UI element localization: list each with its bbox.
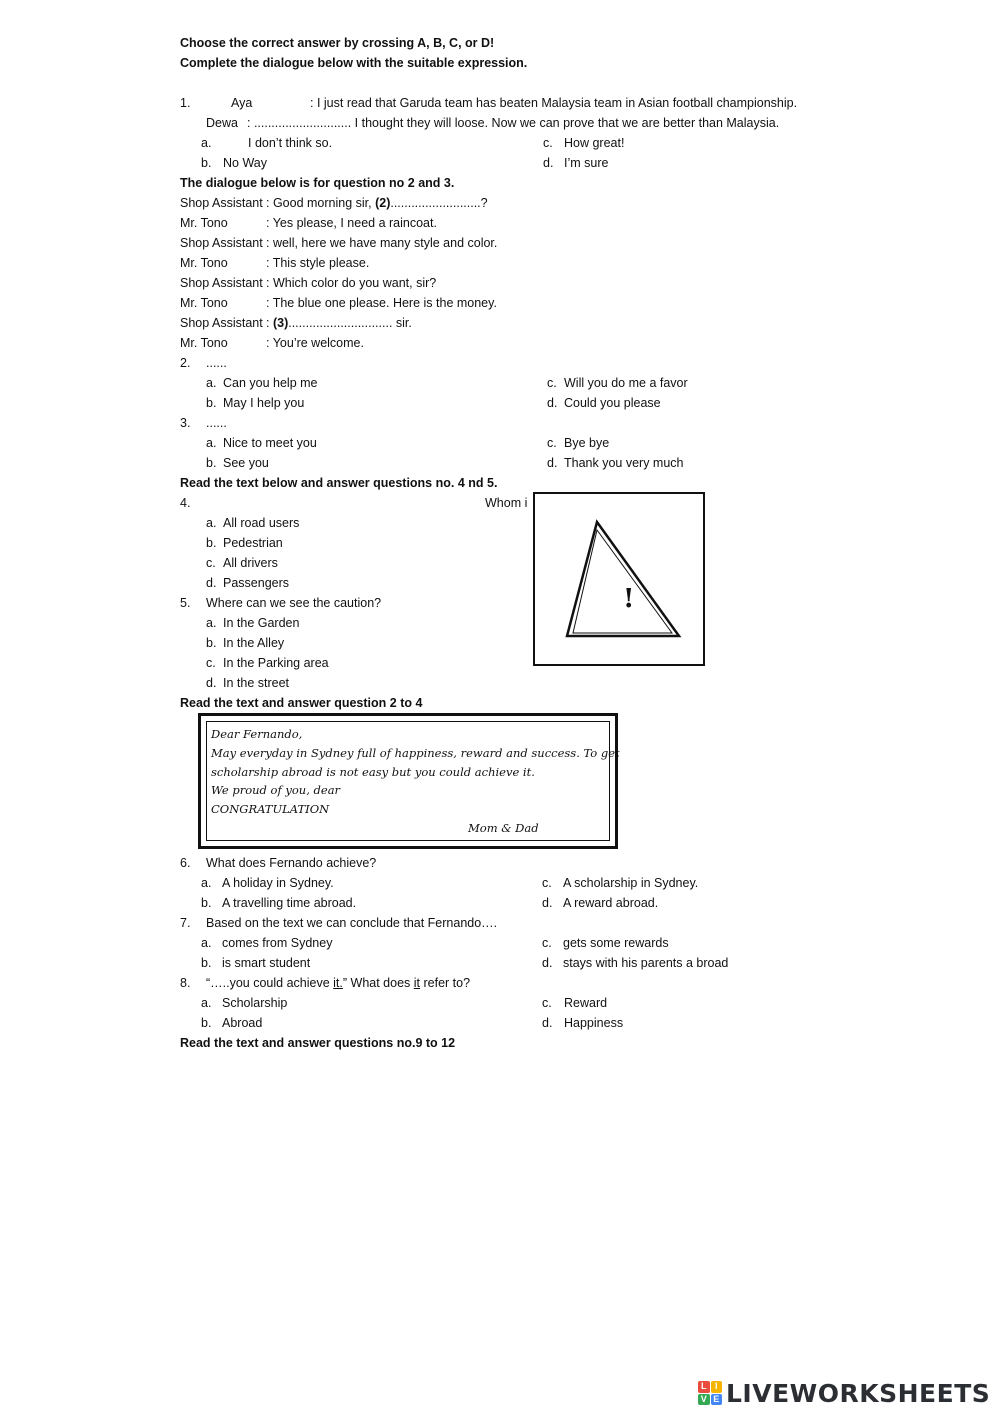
liveworksheets-logo <box>698 1378 990 1408</box>
q5-option-a-letter[interactable]: a. <box>206 616 217 630</box>
caution-mark: ! <box>623 584 635 614</box>
q2-option-a-letter[interactable]: a. <box>206 376 217 390</box>
q3-option-c-letter[interactable]: c. <box>547 436 557 450</box>
q5-option-d-letter[interactable]: d. <box>206 676 217 690</box>
q8-option-b-letter[interactable]: b. <box>201 1016 212 1030</box>
q8-option-d-letter[interactable]: d. <box>542 1016 553 1030</box>
q4-option-a-letter[interactable]: a. <box>206 516 217 530</box>
caution-sign-frame <box>533 492 705 666</box>
q1-option-b-letter[interactable]: b. <box>201 156 212 170</box>
liveworksheets-logo-icon: L I V E <box>698 1381 722 1405</box>
q6-number: 6. <box>180 856 191 870</box>
q4-option-b-letter[interactable]: b. <box>206 536 217 550</box>
q8-option-d[interactable]: Happiness <box>564 1016 624 1030</box>
q7-option-d[interactable]: stays with his parents a broad <box>563 956 729 970</box>
section-9-12-heading: Read the text and answer questions no.9 to 12 <box>180 1036 456 1050</box>
q5-option-c[interactable]: In the Parking area <box>223 656 329 670</box>
dialogue-line: : The blue one please. Here is the money. <box>266 296 497 310</box>
letter-signature: Mom & Dad <box>468 821 539 835</box>
q6-option-b[interactable]: A travelling time abroad. <box>222 896 357 910</box>
dialogue-line: : (3).............................. sir. <box>266 316 412 330</box>
instruction-line-2: Complete the dialogue below with the suitable expression. <box>180 56 528 70</box>
q2-option-d-letter[interactable]: d. <box>547 396 558 410</box>
dialogue-speaker: Mr. Tono <box>180 336 228 350</box>
dialogue-speaker: Mr. Tono <box>180 216 228 230</box>
section-4-5-heading: Read the text below and answer questions no. 4 nd 5. <box>180 476 498 490</box>
q7-option-c-letter[interactable]: c. <box>542 936 552 950</box>
dialogue-speaker: Shop Assistant <box>180 196 263 210</box>
q3-number: 3. <box>180 416 191 430</box>
q3-option-d-letter[interactable]: d. <box>547 456 558 470</box>
q4-option-d[interactable]: Passengers <box>223 576 290 590</box>
q8-option-c-letter[interactable]: c. <box>542 996 552 1010</box>
q2-number: 2. <box>180 356 191 370</box>
dialogue-line: : You’re welcome. <box>266 336 364 350</box>
warning-triangle-icon <box>535 494 703 664</box>
q2-stem: ...... <box>206 356 227 370</box>
dialogue-line: : This style please. <box>266 256 370 270</box>
q7-stem: Based on the text we can conclude that Fernando…. <box>206 916 498 930</box>
q2-option-a[interactable]: Can you help me <box>223 376 318 390</box>
q1-number: 1. <box>180 96 191 110</box>
instruction-line-1: Choose the correct answer by crossing A, B, C, or D! <box>180 36 495 50</box>
q1-option-d[interactable]: I’m sure <box>564 156 609 170</box>
q4-option-d-letter[interactable]: d. <box>206 576 217 590</box>
q8-option-c[interactable]: Reward <box>564 996 608 1010</box>
q6-option-d-letter[interactable]: d. <box>542 896 553 910</box>
q6-option-d[interactable]: A reward abroad. <box>563 896 659 910</box>
q3-option-a[interactable]: Nice to meet you <box>223 436 317 450</box>
q5-stem: Where can we see the caution? <box>206 596 382 610</box>
q2-option-c[interactable]: Will you do me a favor <box>564 376 688 390</box>
q5-option-c-letter[interactable]: c. <box>206 656 216 670</box>
q5-option-b-letter[interactable]: b. <box>206 636 217 650</box>
q5-option-a[interactable]: In the Garden <box>223 616 300 630</box>
q6-option-a-letter[interactable]: a. <box>201 876 212 890</box>
q3-option-d[interactable]: Thank you very much <box>564 456 684 470</box>
letter-greeting: Dear Fernando, <box>211 727 303 741</box>
q7-option-b-letter[interactable]: b. <box>201 956 212 970</box>
q3-option-b[interactable]: See you <box>223 456 269 470</box>
q8-option-a[interactable]: Scholarship <box>222 996 288 1010</box>
letter-line-2: scholarship abroad is not easy but you could achieve it. <box>211 765 535 779</box>
q3-option-a-letter[interactable]: a. <box>206 436 217 450</box>
q8-option-a-letter[interactable]: a. <box>201 996 212 1010</box>
q8-option-b[interactable]: Abroad <box>222 1016 263 1030</box>
q3-stem: ...... <box>206 416 227 430</box>
dialogue-speaker: Mr. Tono <box>180 256 228 270</box>
q6-stem: What does Fernando achieve? <box>206 856 377 870</box>
q7-option-a-letter[interactable]: a. <box>201 936 212 950</box>
q3-option-b-letter[interactable]: b. <box>206 456 217 470</box>
q1-option-c-letter[interactable]: c. <box>543 136 553 150</box>
q1-option-d-letter[interactable]: d. <box>543 156 554 170</box>
dialogue-speaker: Mr. Tono <box>180 296 228 310</box>
q1-option-b[interactable]: No Way <box>223 156 267 170</box>
q4-number: 4. <box>180 496 191 510</box>
dialogue-line: : Yes please, I need a raincoat. <box>266 216 437 230</box>
q6-option-c-letter[interactable]: c. <box>542 876 552 890</box>
q6-option-b-letter[interactable]: b. <box>201 896 212 910</box>
q7-option-a[interactable]: comes from Sydney <box>222 936 333 950</box>
q7-option-d-letter[interactable]: d. <box>542 956 553 970</box>
letter-line-1: May everyday in Sydney full of happiness, reward and success. To get <box>211 746 620 760</box>
dialogue-line: : Which color do you want, sir? <box>266 276 437 290</box>
q7-option-b[interactable]: is smart student <box>222 956 311 970</box>
q5-option-d[interactable]: In the street <box>223 676 290 690</box>
q1-option-a[interactable]: I don’t think so. <box>248 136 333 150</box>
dialogue-speaker: Shop Assistant <box>180 316 263 330</box>
q8-number: 8. <box>180 976 191 990</box>
q6-option-c[interactable]: A scholarship in Sydney. <box>563 876 699 890</box>
q4-option-c-letter[interactable]: c. <box>206 556 216 570</box>
q1-line-aya: : I just read that Garuda team has beaten Malaysia team in Asian football championship. <box>310 96 798 110</box>
q4-option-a[interactable]: All road users <box>223 516 300 530</box>
q6-option-a[interactable]: A holiday in Sydney. <box>222 876 334 890</box>
q1-option-a-letter[interactable]: a. <box>201 136 212 150</box>
q7-option-c[interactable]: gets some rewards <box>563 936 669 950</box>
q3-option-c[interactable]: Bye bye <box>564 436 610 450</box>
dialogue-speaker: Shop Assistant <box>180 276 263 290</box>
q4-stem: Whom i <box>485 496 528 510</box>
q7-number: 7. <box>180 916 191 930</box>
q2-option-b[interactable]: May I help you <box>223 396 305 410</box>
q2-option-c-letter[interactable]: c. <box>547 376 557 390</box>
letter-line-4: CONGRATULATION <box>211 802 330 816</box>
q2-option-b-letter[interactable]: b. <box>206 396 217 410</box>
q4-option-c[interactable]: All drivers <box>223 556 278 570</box>
q1-line-dewa: : ............................ I thought they will loose. Now we can prove that we are better than Malaysia. <box>247 116 780 130</box>
q2-option-d[interactable]: Could you please <box>564 396 661 410</box>
q1-speaker-dewa: Dewa <box>206 116 238 130</box>
section-6-8-heading: Read the text and answer question 2 to 4 <box>180 696 423 710</box>
dialogue-line: : well, here we have many style and color. <box>266 236 498 250</box>
letter-line-3: We proud of you, dear <box>211 783 341 797</box>
dialogue-speaker: Shop Assistant <box>180 236 263 250</box>
q5-option-b[interactable]: In the Alley <box>223 636 285 650</box>
q5-number: 5. <box>180 596 191 610</box>
q8-stem: “…..you could achieve it.” What does it refer to? <box>206 976 471 990</box>
q1-option-c[interactable]: How great! <box>564 136 625 150</box>
letter-card <box>198 713 618 849</box>
dialogue-heading: The dialogue below is for question no 2 and 3. <box>180 176 455 190</box>
liveworksheets-logo-text: LIVEWORKSHEETS <box>726 1378 991 1408</box>
q1-speaker-aya: Aya <box>231 96 253 110</box>
dialogue-line: : Good morning sir, (2)..........................? <box>266 196 488 210</box>
q4-option-b[interactable]: Pedestrian <box>223 536 283 550</box>
